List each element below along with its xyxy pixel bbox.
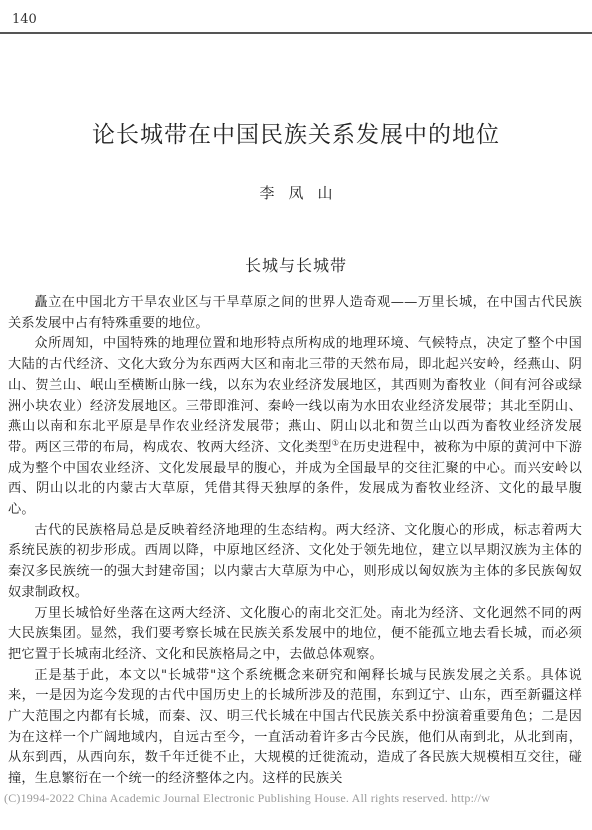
header-rule bbox=[0, 32, 592, 34]
paragraph-text: 在历史进程中，被称为中原的黄河中下游成为整个中国农业经济、文化发展最早的腹心，并成为全国最早的交往汇聚的中心。而兴安岭以西、阴山以北的内蒙古大草原，凭借其得天独厚的条件，发展成为畜牧业经济、文化的最早腹心。 bbox=[8, 439, 582, 518]
paragraph: 万里长城恰好坐落在这两大经济、文化腹心的南北交汇处。南北为经济、文化迥然不同的两大民族集团。显然，我们要考察长城在民族关系发展中的地位，便不能孤立地去看长城，而必须把它置于长城南北经济、文化和民族格局之中，去做总体观察。 bbox=[8, 605, 582, 662]
paragraph: 古代的民族格局总是反映着经济地理的生态结构。两大经济、文化腹心的形成，标志着两大系统民族的初步形成。西周以降，中原地区经济、文化处于领先地位，建立以早期汉族为主体的秦汉多民族统一的强大封建帝国；以内蒙古大草原为中心，则形成以匈奴族为主体的多民族匈奴奴隶制政权。 bbox=[8, 522, 582, 600]
article-title: 论长城带在中国民族关系发展中的地位 bbox=[92, 122, 500, 148]
copyright-footer: (C)1994-2022 China Academic Journal Electronic Publishing House. All rights reserved. http://w bbox=[4, 791, 491, 805]
paragraph-text: 众所周知，中国特殊的地理位置和地形特点所构成的地理环境、气候特点，决定了整个中国大陆的古代经济、文化大致分为东西两大区和南北三带的天然布局，即北起兴安岭，经燕山、阴山、贺兰山、岷山至横断山脉一线，以东为农业经济发展地区，其西则为畜牧业（间有河谷或绿洲小块农业）经济发展地区。三带即淮河、秦岭一线以南为水田农业经济发展带；其北至阴山、燕山以南和东北平原是旱作农业经济发展带；燕山、阴山以北和贺兰山以西为畜牧业经济发展带。两区三带的布局，构成农、牧两大经济、文化类型 bbox=[8, 336, 582, 455]
paragraph: 正是基于此，本文以"长城带"这个系统概念来研究和阐释长城与民族发展之关系。具体说来，一是因为迄今发现的古代中国历史上的长城所涉及的范围，东到辽宁、山东，西至新疆这样广大范围之内都有长城，而秦、汉、明三代长城在中国古代民族关系中扮演着重要角色；二是因为在这样一个广阔地域内，自远古至今，一直活动着许多古今民族，他们从南到北，从北到南，从东到西，从西向东，数千年迁徙不止，大规模的迁徙流动，造成了各民族大规模相互交往，碰撞，生息繁衍在一个统一的经济整体之内。这样的民族关 bbox=[8, 667, 582, 787]
paragraph: 矗立在中国北方干旱农业区与干旱草原之间的世界人造奇观——万里长城，在中国古代民族关系发展中占有特殊重要的地位。 bbox=[8, 295, 582, 331]
author-name: 李凤山 bbox=[259, 184, 347, 202]
page-number: 140 bbox=[12, 12, 37, 27]
paragraph bbox=[8, 334, 582, 520]
section-heading: 长城与长城带 bbox=[244, 256, 347, 275]
article-body bbox=[8, 293, 582, 790]
footnote-marker[interactable]: ① bbox=[331, 438, 340, 448]
